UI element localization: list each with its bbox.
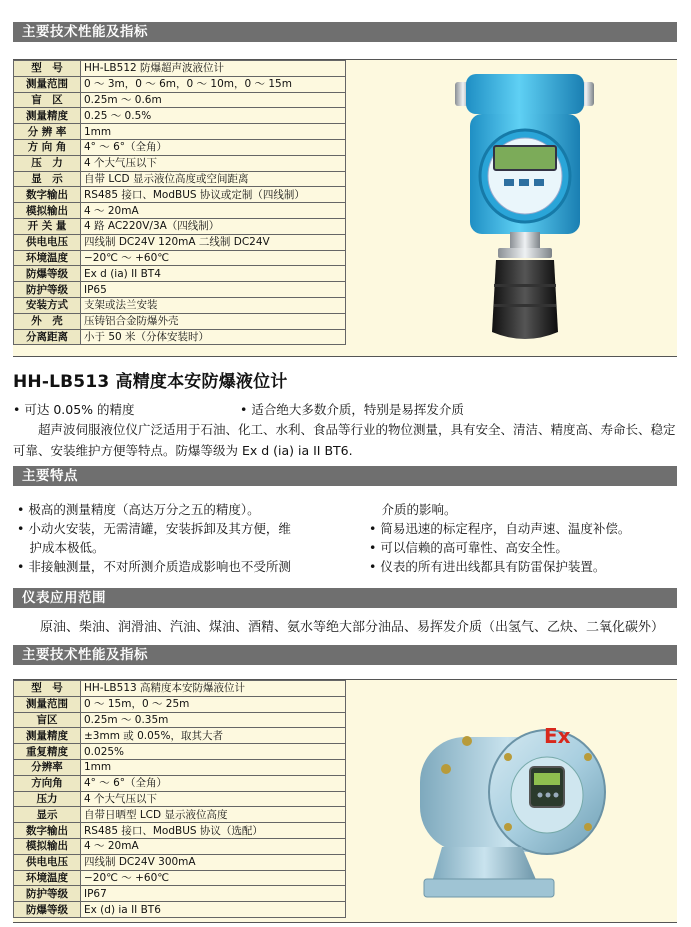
applications-text: 原油、柴油、润滑油、汽油、煤油、酒精、氨水等绝大部分油品、易挥发介质（出氢气、乙炔、二氧化碳外） bbox=[40, 620, 665, 635]
spec-row bbox=[14, 250, 346, 266]
spec-row bbox=[14, 870, 346, 886]
spec-key: 压力 bbox=[14, 791, 81, 807]
spec-row bbox=[14, 791, 346, 807]
spec-row bbox=[14, 203, 346, 219]
spec-row bbox=[14, 744, 346, 760]
spec-value: 0.25m ～ 0.35m bbox=[81, 712, 346, 728]
spec-value: Ex d (ia) II BT4 bbox=[81, 266, 346, 282]
spec-row bbox=[14, 155, 346, 171]
spec-value: −20℃ ～ +60℃ bbox=[81, 870, 346, 886]
spec-row bbox=[14, 823, 346, 839]
spec-row bbox=[14, 696, 346, 712]
spec-key: 分辨率 bbox=[14, 759, 81, 775]
spec-row bbox=[14, 681, 346, 697]
spec-key: 开 关 量 bbox=[14, 218, 81, 234]
spec-row bbox=[14, 282, 346, 298]
section-header-specs-1: 主要技术性能及指标 bbox=[13, 22, 677, 42]
spec-row bbox=[14, 313, 346, 329]
spec-row bbox=[14, 297, 346, 313]
spec-value: 4° ～ 6°（全角） bbox=[81, 139, 346, 155]
spec-row bbox=[14, 218, 346, 234]
intro-bullet-accuracy: • 可达 0.05% 的精度 bbox=[13, 402, 135, 417]
spec-row bbox=[14, 759, 346, 775]
spec-key: 供电电压 bbox=[14, 234, 81, 250]
spec-key: 分 辨 率 bbox=[14, 124, 81, 140]
spec-row bbox=[14, 775, 346, 791]
spec-value: 4 ～ 20mA bbox=[81, 203, 346, 219]
spec-row bbox=[14, 886, 346, 902]
spec-row bbox=[14, 838, 346, 854]
section-header-features: 主要特点 bbox=[13, 466, 677, 486]
spec-key: 测量范围 bbox=[14, 76, 81, 92]
ex-mark: Ex bbox=[544, 724, 571, 748]
spec-value: Ex (d) ia II BT6 bbox=[81, 902, 346, 918]
feature-right-2: • 简易迅速的标定程序，自动声速、温度补偿。 bbox=[369, 521, 631, 536]
product-title: HH-LB513 高精度本安防爆液位计 bbox=[13, 372, 288, 392]
spec-key: 盲 区 bbox=[14, 92, 81, 108]
spec-value: 4 路 AC220V/3A（四线制） bbox=[81, 218, 346, 234]
spec-key: 外 壳 bbox=[14, 313, 81, 329]
spec-key: 防爆等级 bbox=[14, 266, 81, 282]
spec-table-2 bbox=[13, 680, 346, 918]
spec-row bbox=[14, 329, 346, 345]
spec-row bbox=[14, 139, 346, 155]
feature-left-2: • 小动火安装，无需清罐，安装拆卸及其方便，维 bbox=[17, 521, 291, 536]
spec-value: 4 个大气压以下 bbox=[81, 791, 346, 807]
spec-value: 1mm bbox=[81, 124, 346, 140]
feature-right-4: • 仪表的所有进出线都具有防雷保护装置。 bbox=[369, 559, 606, 574]
feature-right-1: 介质的影响。 bbox=[369, 502, 457, 517]
spec-key: 重复精度 bbox=[14, 744, 81, 760]
spec-value: 四线制 DC24V 120mA 二线制 DC24V bbox=[81, 234, 346, 250]
spec-value: 1mm bbox=[81, 759, 346, 775]
spec-key: 测量精度 bbox=[14, 728, 81, 744]
spec-value: 4° ～ 6°（全角） bbox=[81, 775, 346, 791]
spec-key: 环境温度 bbox=[14, 870, 81, 886]
spec-value: 四线制 DC24V 300mA bbox=[81, 854, 346, 870]
spec-key: 数字输出 bbox=[14, 823, 81, 839]
spec-value: ±3mm 或 0.05%，取其大者 bbox=[81, 728, 346, 744]
intro-bullet-media: • 适合绝大多数介质，特别是易挥发介质 bbox=[240, 402, 464, 417]
spec-value: 4 ～ 20mA bbox=[81, 838, 346, 854]
spec-value: 0.025% bbox=[81, 744, 346, 760]
spec-row bbox=[14, 266, 346, 282]
spec-key: 盲区 bbox=[14, 712, 81, 728]
spec-row bbox=[14, 902, 346, 918]
spec-row bbox=[14, 76, 346, 92]
feature-left-3: 护成本极低。 bbox=[17, 540, 105, 555]
spec-key: 环境温度 bbox=[14, 250, 81, 266]
spec-value: IP65 bbox=[81, 282, 346, 298]
spec-value: 0 ～ 15m，0 ～ 25m bbox=[81, 696, 346, 712]
spec-row bbox=[14, 187, 346, 203]
spec-row bbox=[14, 234, 346, 250]
feature-left-4: • 非接触测量，不对所测介质造成影响也不受所测 bbox=[17, 559, 291, 574]
spec-value: 0 ～ 3m，0 ～ 6m，0 ～ 10m，0 ～ 15m bbox=[81, 76, 346, 92]
spec-key: 模拟输出 bbox=[14, 838, 81, 854]
section-header-applications: 仪表应用范围 bbox=[13, 588, 677, 608]
spec-key: 分离距离 bbox=[14, 329, 81, 345]
spec-key: 型 号 bbox=[14, 61, 81, 77]
spec-key: 显 示 bbox=[14, 171, 81, 187]
spec-key: 显示 bbox=[14, 807, 81, 823]
spec-value: 自带日晒型 LCD 显示液位高度 bbox=[81, 807, 346, 823]
spec-row bbox=[14, 124, 346, 140]
intro-paragraph: 超声波伺服液位仪广泛适用于石油、化工、水利、食品等行业的物位测量，具有安全、清洁、精度高、寿命长、稳定可靠、安装维护方便等特点。防爆等级为 Ex d (ia) ia II BT6. bbox=[13, 422, 676, 458]
spec-value: 自带 LCD 显示液位高度或空间距离 bbox=[81, 171, 346, 187]
feature-right-3: • 可以信赖的高可靠性、高安全性。 bbox=[369, 540, 568, 555]
spec-row bbox=[14, 108, 346, 124]
spec-row bbox=[14, 92, 346, 108]
spec-value: 压铸铝合金防爆外壳 bbox=[81, 313, 346, 329]
spec-key: 测量精度 bbox=[14, 108, 81, 124]
spec-table-1 bbox=[13, 60, 346, 345]
spec-key: 防爆等级 bbox=[14, 902, 81, 918]
spec-value: 支架或法兰安装 bbox=[81, 297, 346, 313]
spec-key: 型 号 bbox=[14, 681, 81, 697]
spec-value: 4 个大气压以下 bbox=[81, 155, 346, 171]
spec-value: IP67 bbox=[81, 886, 346, 902]
spec-row bbox=[14, 854, 346, 870]
spec-key: 压 力 bbox=[14, 155, 81, 171]
spec-row bbox=[14, 171, 346, 187]
product-photo-lb512 bbox=[452, 64, 602, 350]
spec-key: 模拟输出 bbox=[14, 203, 81, 219]
spec-key: 供电电压 bbox=[14, 854, 81, 870]
feature-left-1: • 极高的测量精度（高达万分之五的精度）。 bbox=[17, 502, 260, 517]
spec-value: RS485 接口、ModBUS 协议（选配） bbox=[81, 823, 346, 839]
spec-row bbox=[14, 728, 346, 744]
spec-row bbox=[14, 61, 346, 77]
spec-key: 方向角 bbox=[14, 775, 81, 791]
spec-value: HH-LB512 防爆超声波液位计 bbox=[81, 61, 346, 77]
spec-key: 数字输出 bbox=[14, 187, 81, 203]
spec-value: RS485 接口、ModBUS 协议或定制（四线制） bbox=[81, 187, 346, 203]
spec-row bbox=[14, 712, 346, 728]
spec-value: −20℃ ～ +60℃ bbox=[81, 250, 346, 266]
spec-key: 安装方式 bbox=[14, 297, 81, 313]
spec-row bbox=[14, 807, 346, 823]
spec-key: 测量范围 bbox=[14, 696, 81, 712]
spec-key: 方 向 角 bbox=[14, 139, 81, 155]
spec-value: HH-LB513 高精度本安防爆液位计 bbox=[81, 681, 346, 697]
spec-value: 0.25m ～ 0.6m bbox=[81, 92, 346, 108]
spec-value: 小于 50 米（分体安装时） bbox=[81, 329, 346, 345]
section-header-specs-2: 主要技术性能及指标 bbox=[13, 645, 677, 665]
spec-value: 0.25 ～ 0.5% bbox=[81, 108, 346, 124]
spec-key: 防护等级 bbox=[14, 282, 81, 298]
product-photo-lb513 bbox=[412, 707, 622, 907]
spec-key: 防护等级 bbox=[14, 886, 81, 902]
